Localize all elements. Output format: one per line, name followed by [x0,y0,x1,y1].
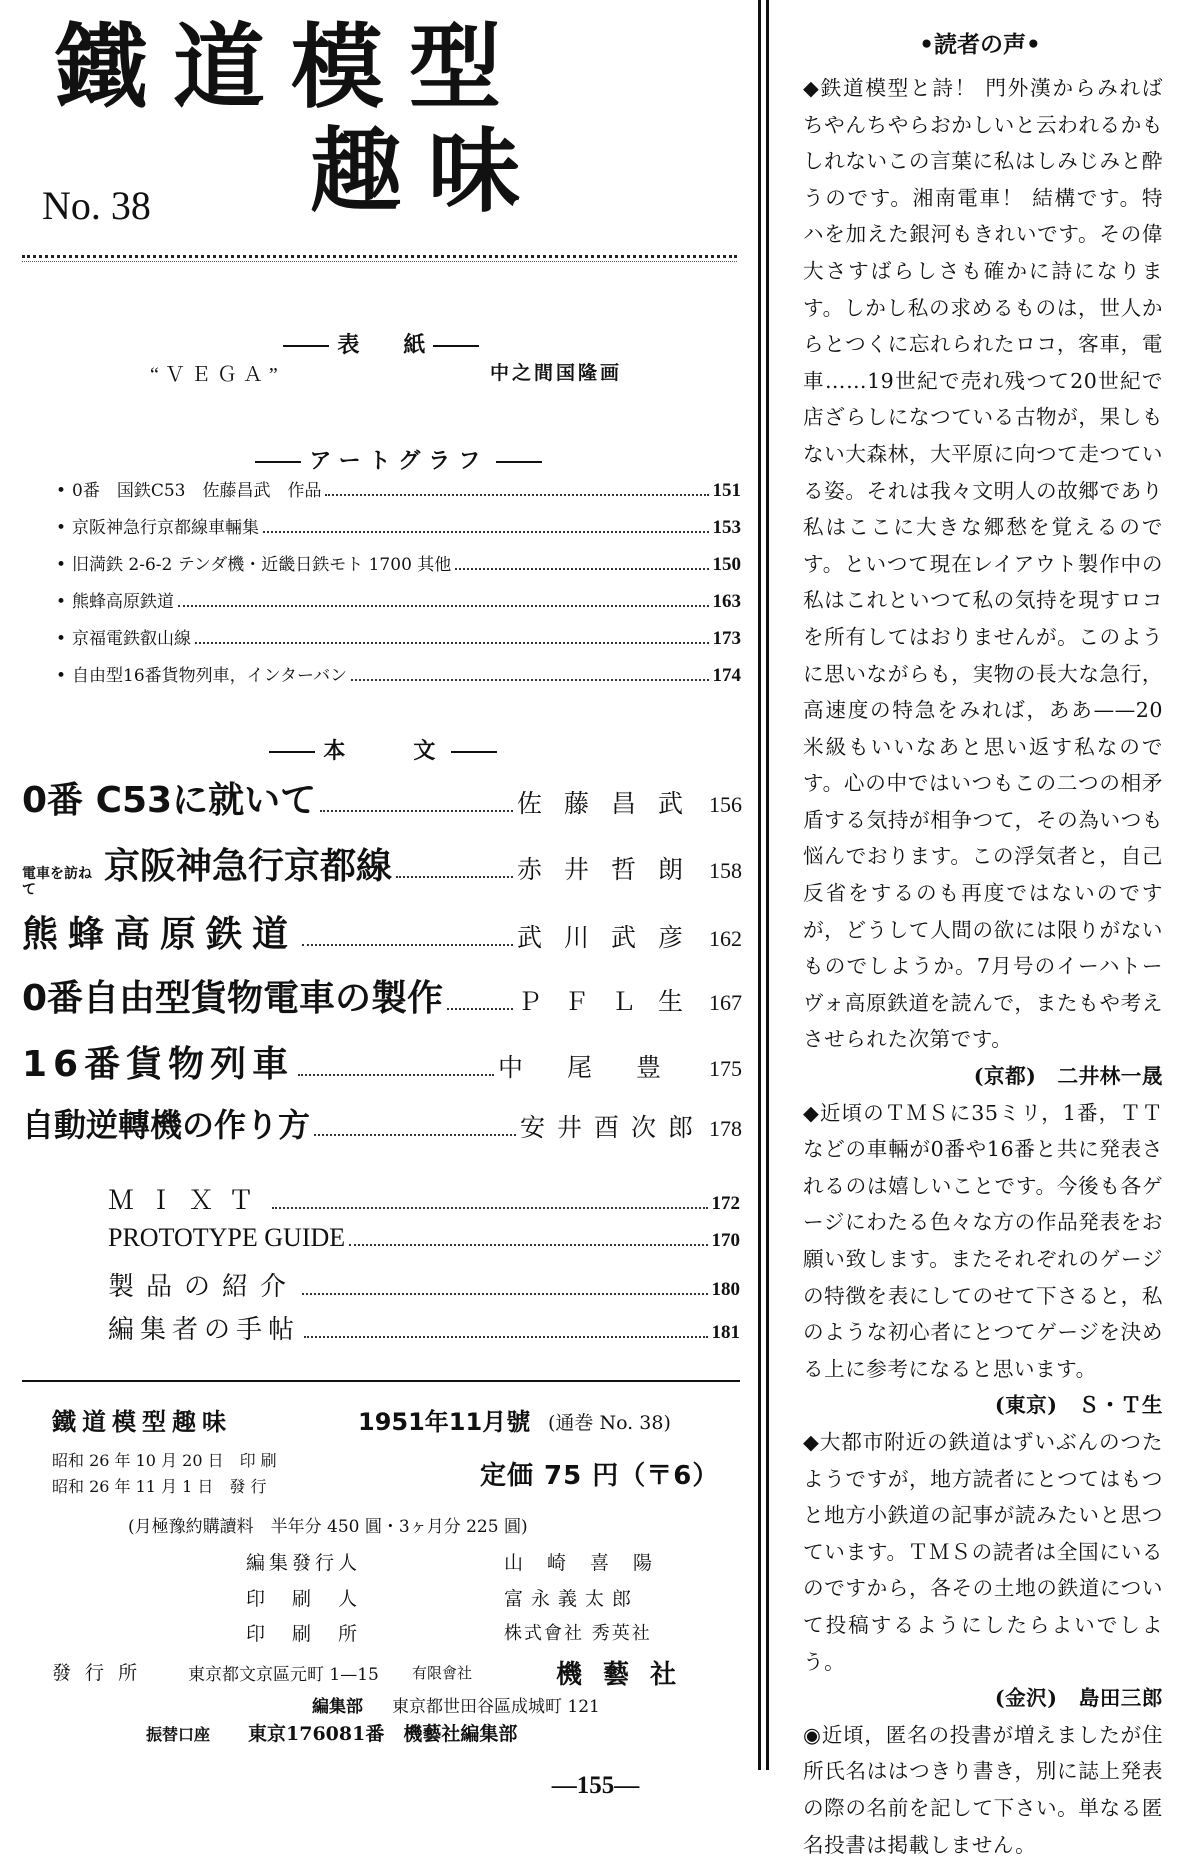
article-author: 佐藤昌武 [516,789,705,818]
article-title: 京阪神急行京都線 [104,846,393,887]
cover-credit: 中之間国隆画 [490,362,623,384]
printshop-name: 株式會社 秀英社 [504,1623,652,1644]
reader-signature: (金沢) 島田三郎 [994,1686,1163,1711]
article-author: 赤井哲朗 [516,855,705,884]
article-prefix: 電車を訪ねて [22,866,92,898]
imprint-volume: (通巻 No. 38) [548,1412,671,1434]
imprint-subscription: (月極豫約購讀料 半年分 450 圓・3ヶ月分 225 圓) [128,1517,528,1537]
artgraph-item-title: 0番 国鉄C53 佐藤昌武 作品 [72,481,322,501]
transfer-account: 東京176081番 機藝社編集部 [248,1723,518,1745]
editorial-address: 東京都世田谷區成城町 121 [392,1697,600,1717]
misc-page: 181 [711,1322,740,1343]
article-title: 0番 C53に就いて [22,780,317,821]
cover-heading: 表 紙 [260,302,487,359]
honbun-heading: 本 文 [246,708,505,765]
artgraph-item: • 0番 国鉄C53 佐藤昌武 作品 151 [56,478,741,504]
article-entry [22,838,742,898]
printshop-label: 印 刷 所 [246,1623,362,1645]
editor-label: 編集發行人 [246,1552,362,1574]
printer-name: 富永義太郎 [504,1588,640,1610]
masthead-divider-thin [22,261,737,262]
article-page: 156 [709,792,742,817]
artgraph-item-title: 京福電鉄叡山線 [72,629,191,649]
article-author: ＰＦＬ生 [516,987,705,1016]
article-author: 中尾豊 [497,1053,705,1082]
article-page: 175 [709,1056,742,1081]
article-title: 0番自由型貨物電車の製作 [22,978,444,1019]
article-title: 熊蜂高原鉄道 [22,914,299,955]
artgraph-item: • 自由型16番貨物列車，インターバン 174 [56,663,741,689]
misc-entry [108,1309,740,1346]
issue-number: No. 38 [42,183,151,228]
reader-letter: ◉近頃，匿名の投書が増えましたが住所氏名ははつきり書き，別に誌上発表の際の名前を記して下さい。単なる匿名投書は掲載しません。 [803,1722,1163,1857]
artgraph-item-title: 自由型16番貨物列車，インターバン [72,666,348,686]
article-title: 16番貨物列車 [22,1044,295,1085]
article-page: 158 [709,858,742,883]
article-entry [22,1100,742,1146]
misc-page: 172 [711,1193,740,1214]
misc-title: ＭＩＸＴ [108,1186,269,1216]
article-entry [22,906,742,957]
magazine-title-line1: 鐵道模型 [55,14,528,121]
artgraph-item-page: 173 [712,628,741,649]
article-entry [22,772,742,823]
imprint-divider [22,1380,740,1382]
misc-title: PROTOTYPE GUIDE [108,1223,346,1252]
misc-page: 180 [711,1279,740,1300]
imprint-issued: 昭和 26 年 11 月 1 日 發 行 [52,1477,267,1496]
imprint-price: 定価 75 円（〒6） [480,1461,720,1491]
publisher-address: 東京都文京區元町 1—15 [188,1665,379,1685]
cover-title: “ＶＥＧＡ” [150,364,284,386]
reader-signature: (東京) Ｓ・Ｔ生 [994,1393,1163,1418]
readers-heading: •読者の声• [919,32,1041,58]
article-author: 武川武彦 [516,923,705,952]
reader-letter: ◆鉄道模型と詩！ 門外漢からみればちやんちやらおかしいと云われるかもしれないこの言葉に私はしみじみと酔うのです。湘南電車！ 結構です。特ハを加えた銀河もきれいです。その偉大さすばらしさも確かに詩になります。しかし私の求めるものは，世人からとつくに忘れられたロコ，客車，電車……19世紀で売れ残つて20世紀で店ざらしになつている古物が，果しもない大森林，大平原に向つて走つている姿。それは我々文明人の故郷であり私はここに大きな郷愁を覚えるのです。といつて現在レイアウト製作中の私はこれといつて私の気持を現すロコを所有してはおりませんが。このように思いながらも，実物の長大な急行，高速度の特急をみれば，ああ——20米級もいいなあと思い返す私なのです。心の中ではいつもこの二つの相矛盾する気持が相争つて，その為いつも悩んでおります。この浮気者と，自己反省をするのも再度ではないのですが，どうして人間の欲には限りがないものでしようか。7月号のイーハトーヴォ高原鉄道を読んで，またもや考えさせられた次第です。 [803,76,1163,1052]
imprint-printed: 昭和 26 年 10 月 20 日 印 刷 [52,1451,277,1470]
artgraph-item-page: 150 [712,554,741,575]
imprint-date: 1951年11月號 [358,1408,531,1436]
readers-letters [803,70,1163,1863]
artgraph-item-page: 174 [712,665,741,686]
artgraph-item: • 旧満鉄 2-6-2 テンダ機・近畿日鉄モト 1700 其他 150 [56,552,741,578]
article-page: 178 [709,1116,742,1141]
transfer-label: 振替口座 [146,1725,211,1744]
imprint-title: 鐵道模型趣味 [52,1408,232,1436]
article-page: 167 [709,990,742,1015]
misc-page: 170 [711,1230,740,1251]
artgraph-item: • 京阪神急行京都線車輛集 153 [56,515,741,541]
article-entry [22,970,742,1021]
artgraph-item-title: 熊蜂高原鉄道 [72,592,174,612]
reader-letter: ◆近頃のＴＭＳに35ミリ，1番，ＴＴなどの車輛が0番や16番と共に発表されるのは嬉しいことです。今後も各ゲージにわたる色々な方の作品発表をお願い致します。またそれぞれのゲージの特徴を表にしてのせて下さると，私のような初心者にとつてゲージを決める上に参考になると思います。 [803,1100,1163,1381]
column-divider [766,0,769,1770]
artgraph-item-page: 153 [712,517,741,538]
magazine-title-line2: 趣味 [310,118,547,225]
printer-label: 印 刷 人 [246,1588,362,1610]
page-number: —155— [551,1772,640,1799]
publisher-name: 機 藝 社 [556,1660,683,1690]
misc-entry [108,1180,740,1217]
article-page: 162 [709,926,742,951]
misc-entry [108,1266,740,1303]
editor-name: 山崎喜陽 [504,1552,677,1574]
misc-title: 製品の紹介 [108,1272,299,1302]
artgraph-item-title: 京阪神急行京都線車輛集 [72,518,259,538]
column-divider [758,0,761,1770]
artgraph-item-page: 151 [712,480,741,501]
artgraph-heading: アートグラフ [232,418,550,475]
masthead-divider [22,255,737,258]
article-author: 安井酉次郎 [519,1113,705,1142]
reader-signature: (京都) 二井林一晟 [973,1064,1163,1089]
artgraph-item: • 熊蜂高原鉄道 163 [56,589,741,615]
reader-letter: ◆大都市附近の鉄道はずいぶんのつたようですが，地方読者にとつてはもつと地方小鉄道の記事が読みたいと思つています。ＴＭＳの読者は全国にいるのですから，各その土地の鉄道について投稿するようにしたらよいでしよう。 [803,1429,1163,1674]
publisher-corp: 有限會社 [412,1664,473,1682]
artgraph-item-title: 旧満鉄 2-6-2 テンダ機・近畿日鉄モト 1700 其他 [72,555,452,575]
article-entry [22,1036,742,1087]
misc-entry [108,1223,740,1254]
editorial-label: 編集部 [312,1697,363,1717]
artgraph-item: • 京福電鉄叡山線 173 [56,626,741,652]
article-title: 自動逆轉機の作り方 [22,1106,311,1144]
artgraph-item-page: 163 [712,591,741,612]
publisher-label: 發 行 所 [52,1662,142,1684]
misc-title: 編集者の手帖 [108,1315,301,1345]
